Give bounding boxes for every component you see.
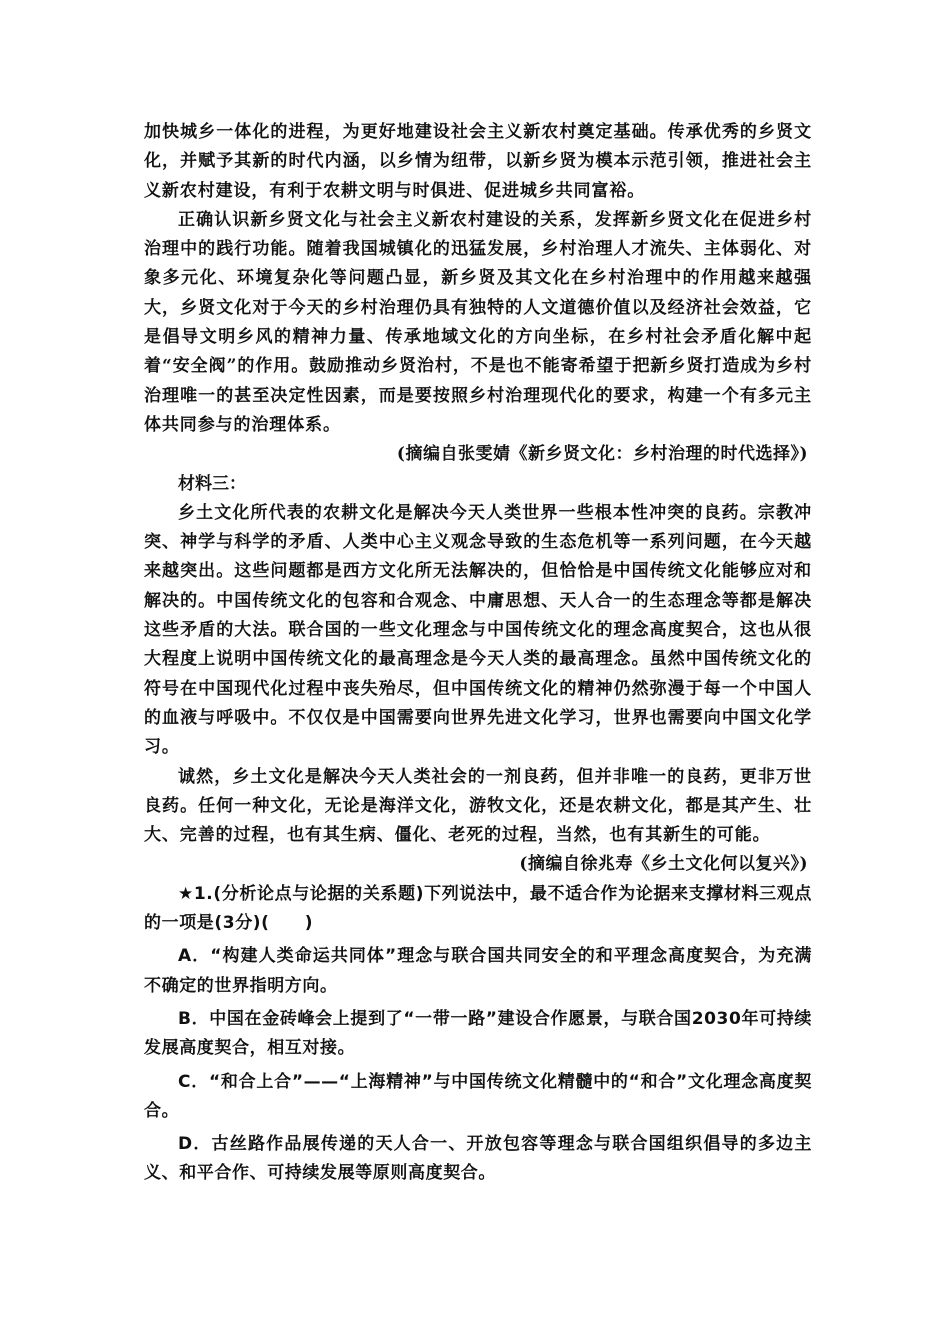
option-c: C．“和合上合”——“上海精神”与中国传统文化精髓中的“和合”文化理念高度契合。 — [144, 1071, 812, 1121]
question-stem: ★1.(分析论点与论据的关系题)下列说法中，最不适合作为论据来支撑材料三观点的一项是(3分)( ) — [144, 883, 812, 934]
material2-paragraph-2: 正确认识新乡贤文化与社会主义新农村建设的关系，发挥新乡贤文化在促进乡村治理中的践行功能。随着我国城镇化的迅猛发展，乡村治理人才流失、主体弱化、对象多元化、环境复杂化等问题凸显，新乡贤及其文化在乡村治理中的作用越来越强大，乡贤文化对于今天的乡村治理仍具有独特的人文道德价值以及经济社会效益，它是倡导文明乡风的精神力量、传承地域文化的方向坐标，在乡村社会矛盾化解中起着“安全阀”的作用。鼓励推动乡贤治村，不是也不能寄希望于把新乡贤打造成为乡村治理唯一的甚至决定性因素，而是要按照乡村治理现代化的要求，构建一个有多元主体共同参与的治理体系。 — [144, 209, 812, 435]
option-d: D．古丝路作品展传递的天人合一、开放包容等理念与联合国组织倡导的多边主义、和平合作、可持续发展等原则高度契合。 — [144, 1134, 812, 1184]
material3-heading: 材料三： — [178, 473, 246, 494]
material3-paragraph-2: 诚然，乡土文化是解决今天人类社会的一剂良药，但并非唯一的良药，更非万世良药。任何一种文化，无论是海洋文化，游牧文化，还是农耕文化，都是其产生、壮大、完善的过程，也有其生病、僵化、老死的过程，当然，也有其新生的可能。 — [144, 766, 812, 846]
option-a: A．“构建人类命运共同体”理念与联合国共同安全的和平理念高度契合，为充满不确定的世界指明方向。 — [144, 946, 812, 996]
material3-source: (摘编自徐兆寿《乡土文化何以复兴》) — [519, 854, 808, 875]
option-b: B．中国在金砖峰会上提到了“一带一路”建设合作愿景，与联合国2030年可持续发展高度契合，相互对接。 — [144, 1008, 812, 1059]
material2-paragraph-1: 加快城乡一体化的进程，为更好地建设社会主义新农村奠定基础。传承优秀的乡贤文化，并赋予其新的时代内涵，以乡情为纽带，以新乡贤为模本示范引领，推进社会主义新农村建设，有利于农耕文明与时俱进、促进城乡共同富裕。 — [144, 122, 812, 201]
material2-source: (摘编自张雯婧《新乡贤文化：乡村治理的时代选择》) — [396, 444, 808, 465]
material3-paragraph-1: 乡土文化所代表的农耕文化是解决今天人类世界一些根本性冲突的良药。宗教冲突、神学与科学的矛盾、人类中心主义观念导致的生态危机等一系列问题，在今天越来越突出。这些问题都是西方文化所无法解决的，但恰恰是中国传统文化能够应对和解决的。中国传统文化的包容和合观念、中庸思想、天人合一的生态理念等都是解决这些矛盾的大法。联合国的一些文化理念与中国传统文化的理念高度契合，这也从很大程度上说明中国传统文化的最高理念是今天人类的最高理念。虽然中国传统文化的符号在中国现代化过程中丧失殆尽，但中国传统文化的精神仍然弥漫于每一个中国人的血液与呼吸中。不仅仅是中国需要向世界先进文化学习，世界也需要向中国文化学习。 — [144, 502, 812, 758]
document-page — [144, 118, 812, 1189]
